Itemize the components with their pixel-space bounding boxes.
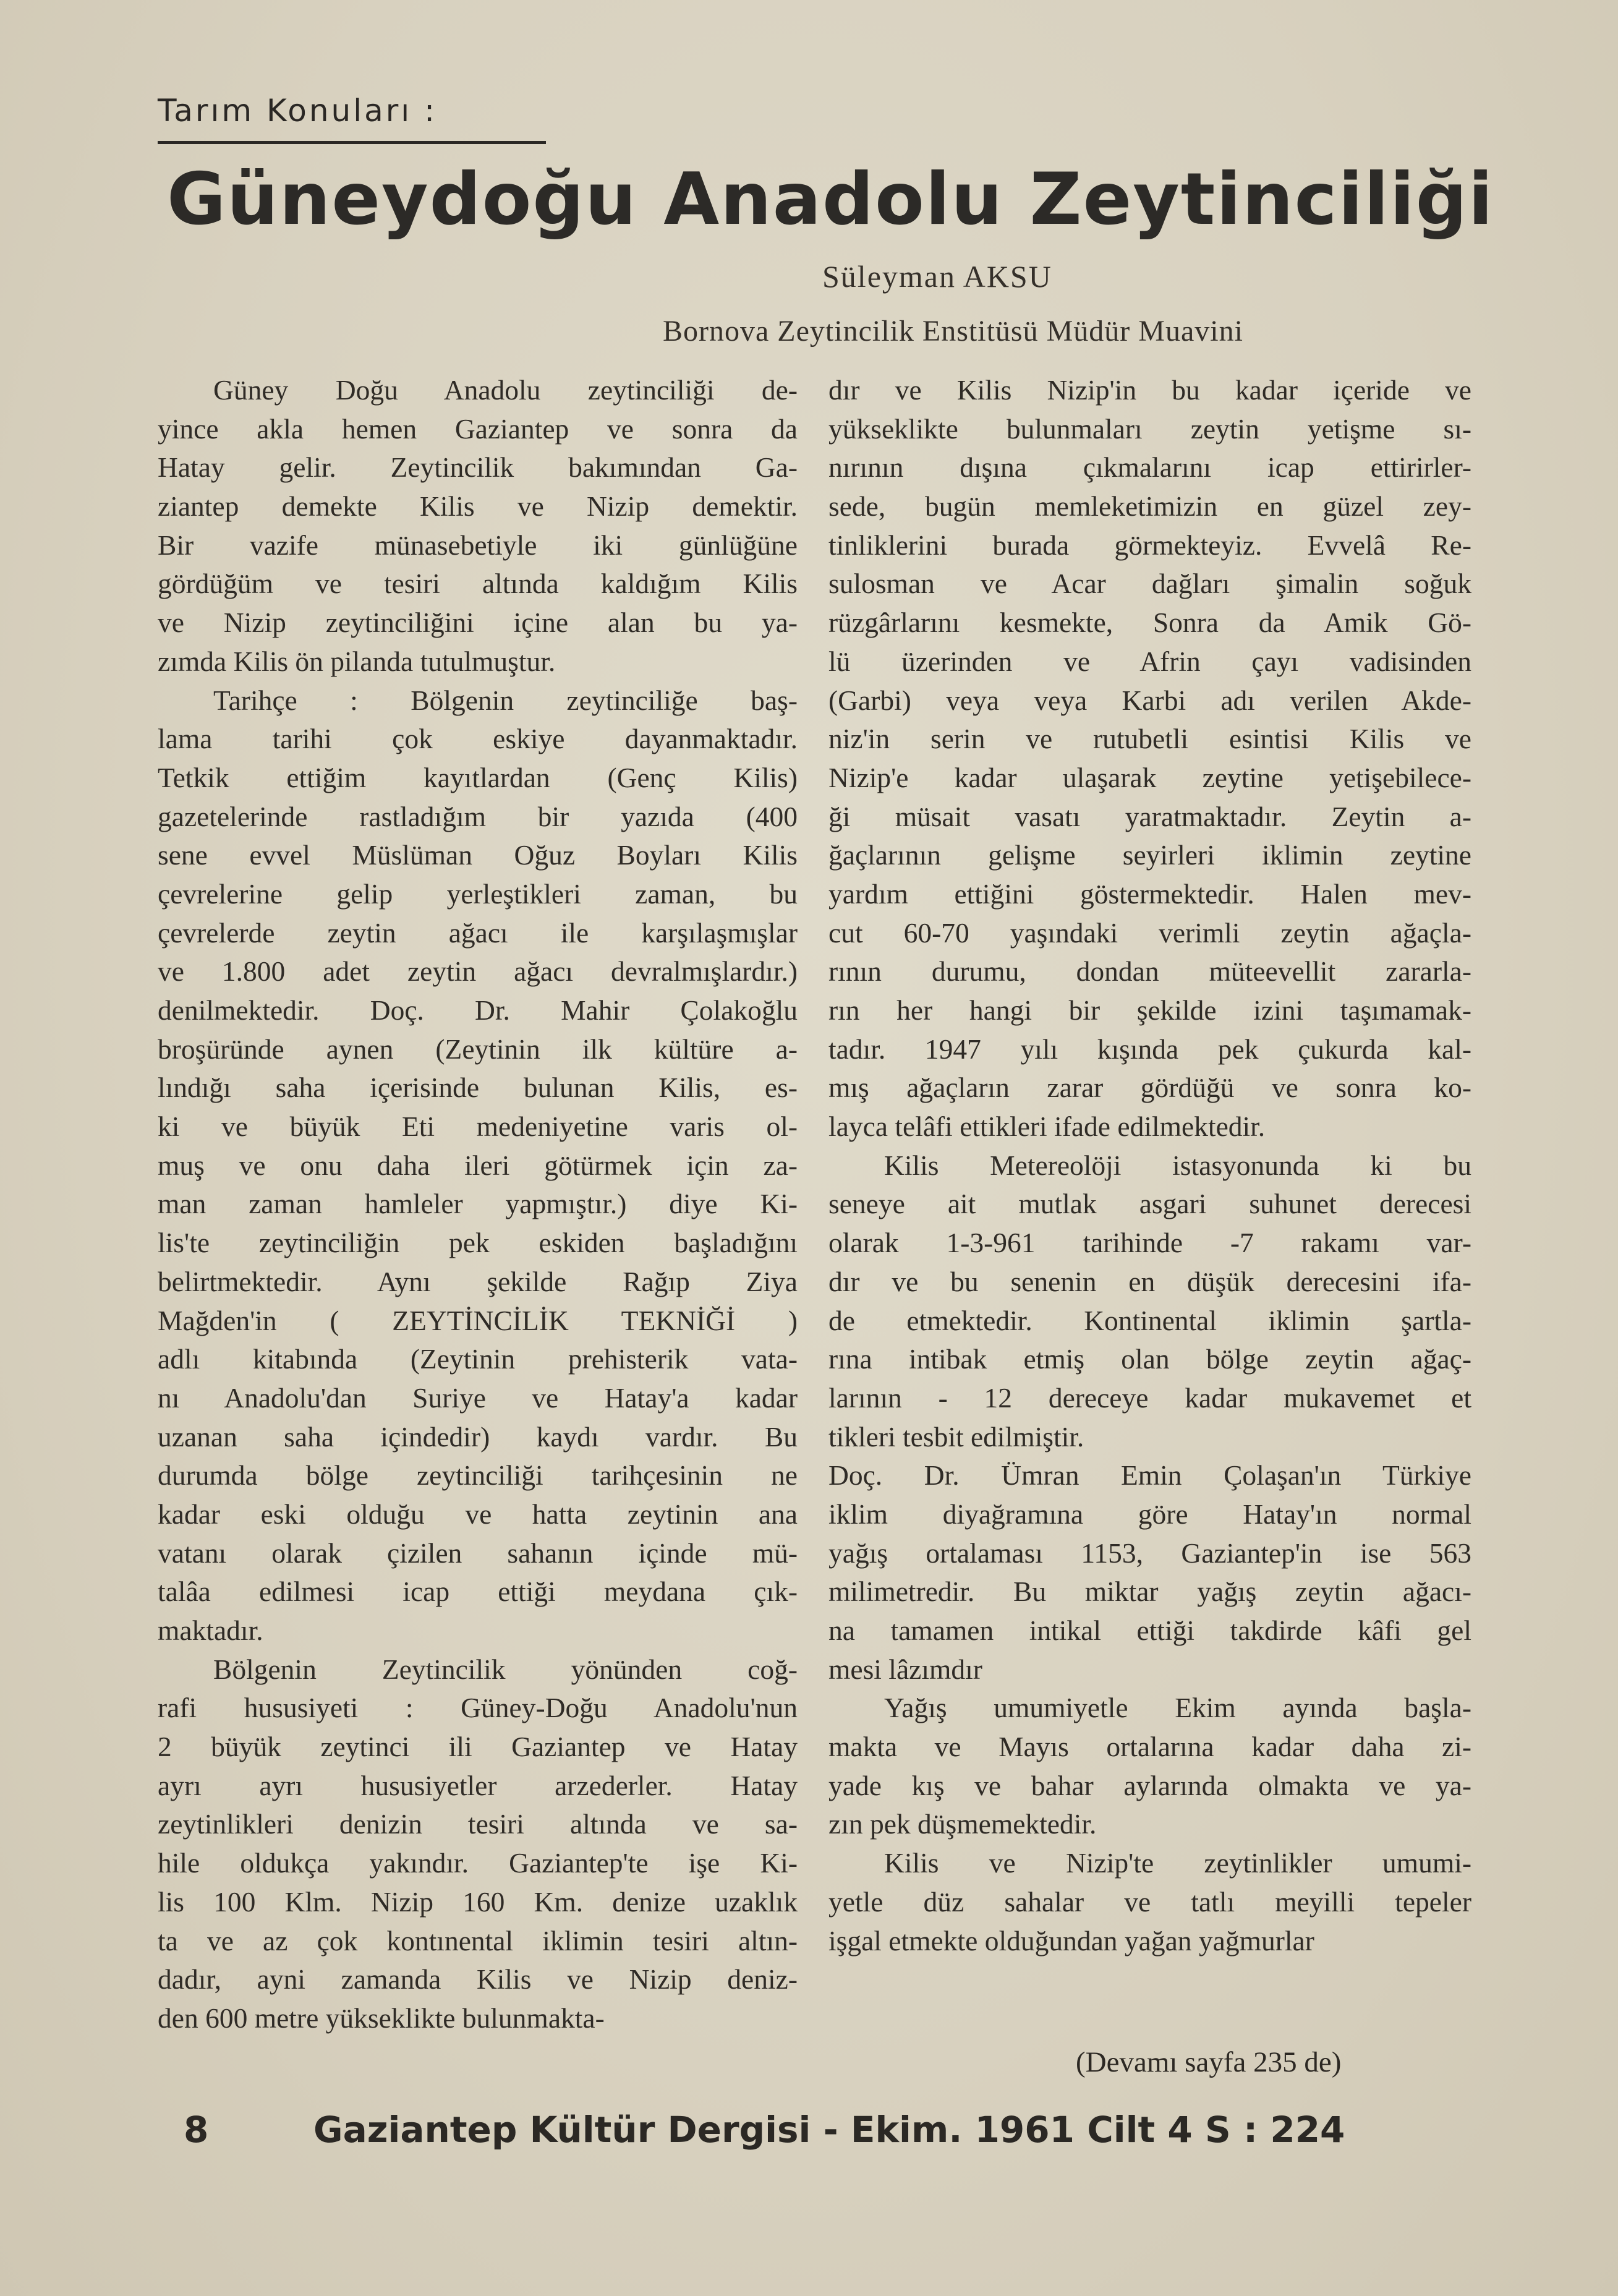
text-line: na tamamen intikal ettiği takdirde kâfi gel <box>828 1615 1471 1646</box>
text-line: yade kış ve bahar aylarında olmakta ve ya- <box>828 1769 1471 1801</box>
text-line: ği müsait vasatı yaratmaktadır. Zeytin a- <box>828 800 1471 832</box>
text-line: niz'in serin ve rutubetli esintisi Kilis ve <box>828 723 1471 755</box>
text-line: durumda bölge zeytinciliği tarihçesinin ne <box>158 1459 798 1492</box>
text-line: denilmektedir. Doç. Dr. Mahir Çolakoğlu <box>158 994 798 1026</box>
text-line: nı Anadolu'dan Suriye ve Hatay'a kadar <box>158 1381 798 1414</box>
text-line: sede, bugün memleketimizin en güzel zey- <box>828 490 1471 523</box>
text-line: zeytinlikleri denizin tesiri altında ve sa- <box>158 1808 798 1840</box>
text-line: (Garbi) veya veya Karbi adı verilen Akde- <box>828 684 1471 716</box>
text-line: adlı kitabında (Zeytinin prehisterik vata- <box>158 1343 798 1375</box>
text-line: Yağış umumiyetle Ekim ayında başla- <box>884 1692 1471 1724</box>
text-line: işgal etmekte olduğundan yağan yağmurlar <box>828 1924 1314 1957</box>
text-line: Bir vazife münasebetiyle iki günlüğüne <box>158 529 798 561</box>
text-line: seneye ait mutlak asgari suhunet derecesi <box>828 1188 1471 1220</box>
article-title: Güneydoğu Anadolu Zeytinciliği <box>167 158 1494 241</box>
text-line: Nizip'e kadar ulaşarak zeytine yetişebilece- <box>828 761 1471 793</box>
section-underline <box>158 141 546 144</box>
text-line: vatanı olarak çizilen sahanın içinde mü- <box>158 1537 798 1569</box>
text-line: lis'te zeytinciliğin pek eskiden başladığını <box>158 1227 798 1259</box>
text-line: ayrı ayrı hususiyetler arzederler. Hatay <box>158 1769 798 1801</box>
text-line: Bölgenin Zeytincilik yönünden coğ- <box>213 1653 798 1685</box>
page-footer <box>184 2109 1463 2151</box>
section-label: Tarım Konuları : <box>158 93 437 129</box>
text-line: yardım ettiğini göstermektedir. Halen mev- <box>828 877 1471 910</box>
text-line: iklim diyağramına göre Hatay'ın normal <box>828 1498 1471 1530</box>
text-line: yetle düz sahalar ve tatlı meyilli tepeler <box>828 1885 1471 1918</box>
text-line: den 600 metre yükseklikte bulunmakta- <box>158 2002 605 2034</box>
text-line: mış ağaçların zarar gördüğü ve sonra ko- <box>828 1072 1471 1104</box>
text-line: sene evvel Müslüman Oğuz Boyları Kilis <box>158 839 798 871</box>
text-line: dır ve Kilis Nizip'in bu kadar içeride ve <box>828 374 1471 406</box>
text-line: Mağden'in ( ZEYTİNCİLİK TEKNİĞİ ) <box>158 1304 798 1336</box>
text-line: rın her hangi bir şekilde izini taşımamak- <box>828 994 1471 1026</box>
right-text-column <box>828 371 1471 1960</box>
text-line: hile oldukça yakındır. Gaziantep'te işe Ki- <box>158 1847 798 1879</box>
text-line: tikleri tesbit edilmiştir. <box>828 1420 1084 1453</box>
author-affiliation: Bornova Zeytincilik Enstitüsü Müdür Muavini <box>663 315 1243 348</box>
text-line: Kilis Metereolöji istasyonunda ki bu <box>884 1149 1471 1181</box>
text-line: man zaman hamleler yapmıştır.) diye Ki- <box>158 1188 798 1220</box>
text-line: lis 100 Klm. Nizip 160 Km. denize uzaklık <box>158 1885 798 1918</box>
text-line: belirtmektedir. Aynı şekilde Rağıp Ziya <box>158 1265 798 1297</box>
text-line: makta ve Mayıs ortalarına kadar daha zi- <box>828 1731 1471 1763</box>
text-line: tinliklerini burada görmekteyiz. Evvelâ Re- <box>828 529 1471 561</box>
text-line: 2 büyük zeytinci ili Gaziantep ve Hatay <box>158 1731 798 1763</box>
text-line: muş ve onu daha ileri götürmek için za- <box>158 1149 798 1181</box>
text-line: Kilis ve Nizip'te zeytinlikler umumi- <box>884 1847 1471 1879</box>
text-line: Tarihçe : Bölgenin zeytinciliğe baş- <box>213 684 798 716</box>
text-line: ta ve az çok kontınental iklimin tesiri altın- <box>158 1924 798 1957</box>
text-line: cut 60-70 yaşındaki verimli zeytin ağaçla- <box>828 916 1471 949</box>
left-text-column <box>158 371 798 2038</box>
text-line: dır ve bu senenin en düşük derecesini ifa- <box>828 1265 1471 1297</box>
text-line: lındığı saha içerisinde bulunan Kilis, es- <box>158 1072 798 1104</box>
text-line: maktadır. <box>158 1615 263 1646</box>
text-line: rüzgârlarını kesmekte, Sonra da Amik Gö- <box>828 607 1471 639</box>
publication-info: Gaziantep Kültür Dergisi - Ekim. 1961 Cilt 4 S : 224 <box>313 2109 1345 2151</box>
text-line: ve 1.800 adet zeytin ağacı devralmışlardır.) <box>158 955 798 988</box>
continuation-note: (Devamı sayfa 235 de) <box>1076 2046 1342 2078</box>
text-line: Doç. Dr. Ümran Emin Çolaşan'ın Türkiye <box>828 1459 1471 1492</box>
author-name: Süleyman AKSU <box>822 259 1052 294</box>
text-line: tadır. 1947 yılı kışında pek çukurda kal- <box>828 1033 1471 1065</box>
text-line: kadar eski olduğu ve hatta zeytinin ana <box>158 1498 798 1530</box>
text-line: sulosman ve Acar dağları şimalin soğuk <box>828 568 1471 600</box>
text-line: gazetelerinde rastladığım bir yazıda (400 <box>158 800 798 832</box>
text-line: mesi lâzımdır <box>828 1653 982 1685</box>
text-line: milimetredir. Bu miktar yağış zeytin ağacı- <box>828 1576 1471 1608</box>
text-line: ve Nizip zeytinciliğini içine alan bu ya- <box>158 607 798 639</box>
text-line: rafi hususiyeti : Güney-Doğu Anadolu'nun <box>158 1692 798 1724</box>
text-line: rına intibak etmiş olan bölge zeytin ağaç- <box>828 1343 1471 1375</box>
text-line: talâa edilmesi icap ettiği meydana çık- <box>158 1576 798 1608</box>
text-line: de etmektedir. Kontinental iklimin şartla- <box>828 1304 1471 1336</box>
text-line: rının durumu, dondan müteevellit zararla- <box>828 955 1471 988</box>
text-line: ğaçlarının gelişme seyirleri iklimin zeytine <box>828 839 1471 871</box>
text-line: Hatay gelir. Zeytincilik bakımından Ga- <box>158 451 798 484</box>
text-line: ziantep demekte Kilis ve Nizip demektir. <box>158 490 798 523</box>
text-line: çevrelerde zeytin ağacı ile karşılaşmışlar <box>158 916 798 949</box>
page-number: 8 <box>184 2109 209 2151</box>
text-line: Tetkik ettiğim kayıtlardan (Genç Kilis) <box>158 761 798 793</box>
text-line: uzanan saha içindedir) kaydı vardır. Bu <box>158 1420 798 1453</box>
text-line: gördüğüm ve tesiri altında kaldığım Kilis <box>158 568 798 600</box>
text-line: zımda Kilis ön pilanda tutulmuştur. <box>158 645 556 677</box>
text-line: ki ve büyük Eti medeniyetine varis ol- <box>158 1111 798 1143</box>
text-line: zın pek düşmemektedir. <box>828 1808 1097 1840</box>
text-line: lama tarihi çok eskiye dayanmaktadır. <box>158 723 798 755</box>
text-line: yince akla hemen Gaziantep ve sonra da <box>158 412 798 445</box>
text-line: dadır, ayni zamanda Kilis ve Nizip deniz- <box>158 1963 798 1995</box>
text-line: broşüründe aynen (Zeytinin ilk kültüre a- <box>158 1033 798 1065</box>
text-line: layca telâfi ettikleri ifade edilmektedir. <box>828 1111 1266 1143</box>
text-line: yükseklikte bulunmaları zeytin yetişme sı- <box>828 412 1471 445</box>
text-line: lü üzerinden ve Afrin çayı vadisinden <box>828 645 1471 677</box>
text-line: yağış ortalaması 1153, Gaziantep'in ise 563 <box>828 1537 1471 1569</box>
text-line: Güney Doğu Anadolu zeytinciliği de- <box>213 374 798 406</box>
text-line: nırının dışına çıkmalarını icap ettirirler- <box>828 451 1471 484</box>
text-line: larının - 12 dereceye kadar mukavemet et <box>828 1381 1471 1414</box>
text-line: olarak 1-3-961 tarihinde -7 rakamı var- <box>828 1227 1471 1259</box>
text-line: çevrelerine gelip yerleştikleri zaman, bu <box>158 877 798 910</box>
